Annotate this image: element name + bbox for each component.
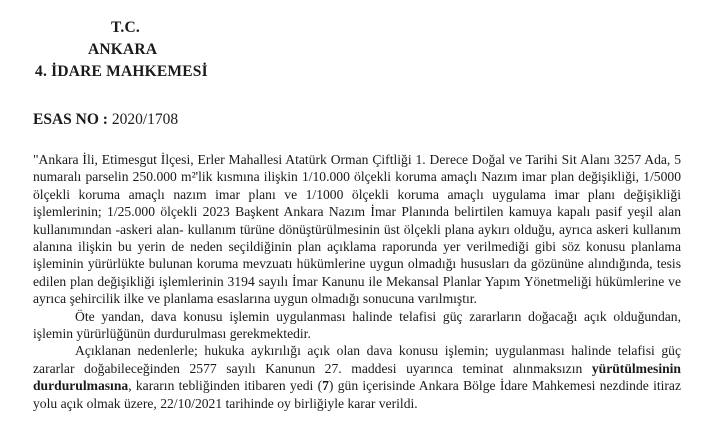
header-line-court: 4. İDARE MAHKEMESİ <box>35 63 208 80</box>
ruling-text-1: Açıklanan nedenlerle; hukuka aykırılığı açık olan dava konusu işlemin; uygulanması halinde telafisi güç zararlar doğabileceğinden 2577 sayılı Kanunun 27. maddesi uyarınca teminat alınmaksızın <box>33 343 681 376</box>
paragraph-harm: Öte yandan, dava konusu işlemin uygulanması halinde telafisi güç zararların doğacağı açık olduğundan, işlemin yürürlüğünün durdurulması gerekmektedir. <box>33 308 681 342</box>
header-line-city: ANKARA <box>88 41 158 58</box>
ruling-emphasis-days: 7 <box>322 378 329 394</box>
ruling-text-2: , kararın tebliğinden itibaren yedi ( <box>128 378 323 394</box>
case-number-value: 2020/1708 <box>111 111 179 128</box>
paragraph-ruling <box>33 342 681 412</box>
case-number-label: ESAS NO : <box>33 111 108 128</box>
ruling-emphasis-stay: yürütülmesinin durdurulmasına <box>33 360 681 394</box>
decision-text <box>33 151 681 412</box>
header-line-tc: T.C. <box>111 19 140 36</box>
ruling-text-3: ) gün içerisinde Ankara Bölge İdare Mahkemesi nezdinde itiraz yolu açık olmak üzere, 22/10/2021 tarihinde oy birliğiyle karar verildi. <box>33 378 681 411</box>
case-number <box>33 111 178 129</box>
paragraph-reasoning: "Ankara İli, Etimesgut İlçesi, Erler Mahallesi Atatürk Orman Çiftliği 1. Derece Doğal ve Tarihi Sit Alanı 3257 Ada, 5 numaralı parselin 250.000 m²'lik kısmına ilişkin 1/10.000 ölçekli koruma amaçlı Nazım imar plan değişikliği, 1/5000 ölçekli koruma amaçlı nazım imar planı ve 1/1000 ölçekli koruma amaçlı uygulama imar planı değişikliği işlemlerinin; 1/25.000 ölçekli 2023 Başkent Ankara Nazım İmar Planında belirtilen kamuya kapalı pasif yeşil alan kullanımından -askeri alan- kullanım türüne dönüştürülmesinin üst ölçekli plana aykırı olduğu, ayrıca askeri kullanım alanına ilişkin bu yerin de neden seçildiğinin plan açıklama raporunda yer verilmediği gibi söz konusu planlama işleminin yürürlükte bulunan koruma mevzuatı hükümlerine uygun olmadığı hususları da gözününe alındığında, tesis edilen plan değişikliği işlemlerinin 3194 sayılı İmar Kanunu ile Mekansal Planlar Yapım Yönetmeliği hükümlerine ve ayrıca şehircilik ilke ve planlama esaslarına uygun olmadığı sonucuna varılmıştır. <box>33 152 681 307</box>
